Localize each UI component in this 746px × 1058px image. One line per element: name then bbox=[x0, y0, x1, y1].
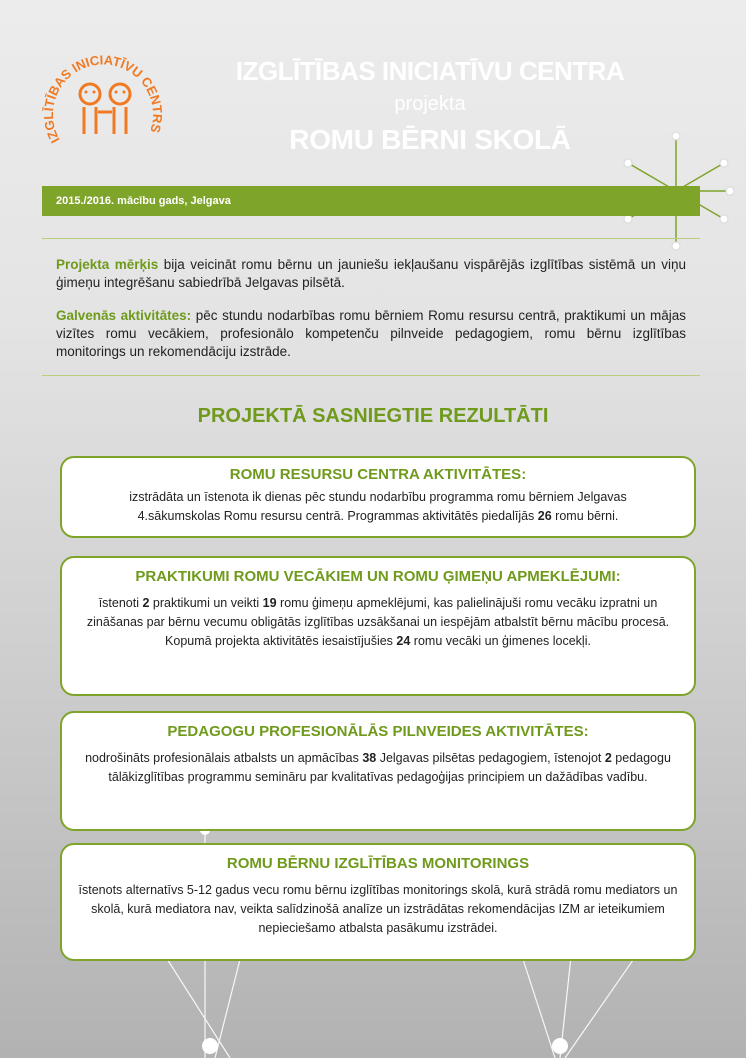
result-box-teacher-training bbox=[60, 711, 696, 831]
result-box-monitoring bbox=[60, 843, 696, 961]
school-year-banner bbox=[42, 186, 700, 216]
main-activities-paragraph bbox=[56, 307, 686, 361]
box-text: īstenots alternatīvs 5-12 gadus vecu romu bērnu izglītības monitorings skolā, kurā strādā romu mediators un skolā, kurā mediatora nav, veikta salīdzinošā analīze un izstrādātas rekomendācijas IZM ar ieteikumiem nepieciešamo atbalsta pasākumu izstrādei. bbox=[78, 883, 678, 935]
divider-top bbox=[42, 238, 700, 239]
results-heading: PROJEKTĀ SASNIEGTIE REZULTĀTI bbox=[197, 405, 549, 427]
logo-text: IZGLĪTĪBAS INICIATĪVU CENTRS bbox=[40, 52, 166, 146]
box-title: PRAKTIKUMI ROMU VECĀKIEM UN ROMU ĢIMEŅU APMEKLĒJUMI: bbox=[135, 568, 621, 585]
project-title: ROMU BĒRNI SKOLĀ bbox=[289, 124, 571, 155]
activities-label: Galvenās aktivitātes: bbox=[56, 308, 192, 323]
header-title: IZGLĪTĪBAS INICIATĪVU CENTRA bbox=[235, 56, 625, 86]
activities-text: pēc stundu nodarbības romu bērniem Romu resursu centrā, praktikumi un mājas vizītes romu vecākiem, profesionālo kompetenču pilnveide pedagogiem, romu bērnu izglītības monitorings un rekomendāciju izstrāde. bbox=[56, 308, 686, 359]
project-goal-paragraph bbox=[56, 256, 686, 292]
children-icon bbox=[80, 84, 130, 134]
goal-text: bija veicināt romu bērnu un jauniešu iekļaušanu vispārējās izglītības sistēmā un viņu ģimeņu integrēšanu sabiedrībā Jelgavas pilsētā. bbox=[56, 257, 686, 290]
box-text: izstrādāta un īstenota ik dienas pēc stundu nodarbību programma romu bērniem Jelgavas 4.sākumskolas Romu resursu centrā. Programmas aktivitātēs piedalījās 26 romu bērni. bbox=[129, 490, 627, 523]
organization-logo bbox=[38, 42, 170, 174]
result-box-resource-centre bbox=[60, 456, 696, 538]
goal-label: Projekta mērķis bbox=[56, 257, 159, 272]
box-title: ROMU BĒRNU IZGLĪTĪBAS MONITORINGS bbox=[226, 855, 530, 872]
box-title: PEDAGOGU PROFESIONĀLĀS PILNVEIDES AKTIVITĀTES: bbox=[167, 723, 589, 740]
school-year-text: 2015./2016. mācību gads, Jelgava bbox=[56, 195, 231, 207]
header-subtitle: projekta bbox=[394, 93, 466, 115]
box-text: nodrošināts profesionālais atbalsts un apmācības 38 Jelgavas pilsētas pedagogiem, īstenojot 2 pedagogu tālākizglītības programmu semināru par kvalitatīvas pedagoģijas principiem un dažādības vadību. bbox=[85, 751, 671, 784]
svg-text:IZGLĪTĪBAS INICIATĪVU CENTRS bbox=[41, 52, 165, 145]
result-box-parents-practicums bbox=[60, 556, 696, 696]
divider-bottom bbox=[42, 375, 700, 376]
box-title: ROMU RESURSU CENTRA AKTIVITĀTES: bbox=[229, 466, 527, 483]
box-text: īstenoti 2 praktikumi un veikti 19 romu ģimeņu apmeklējumi, kas palielinājuši romu vecāku izpratni un zināšanas par bērnu vecumu obligātās izglītības uzsākšanai un iespējām atbalstīt bērnu mācību procesā. Kopumā projekta aktivitātēs iesaistījušies 24 romu vecāki un ģimenes locekļi. bbox=[86, 596, 670, 648]
